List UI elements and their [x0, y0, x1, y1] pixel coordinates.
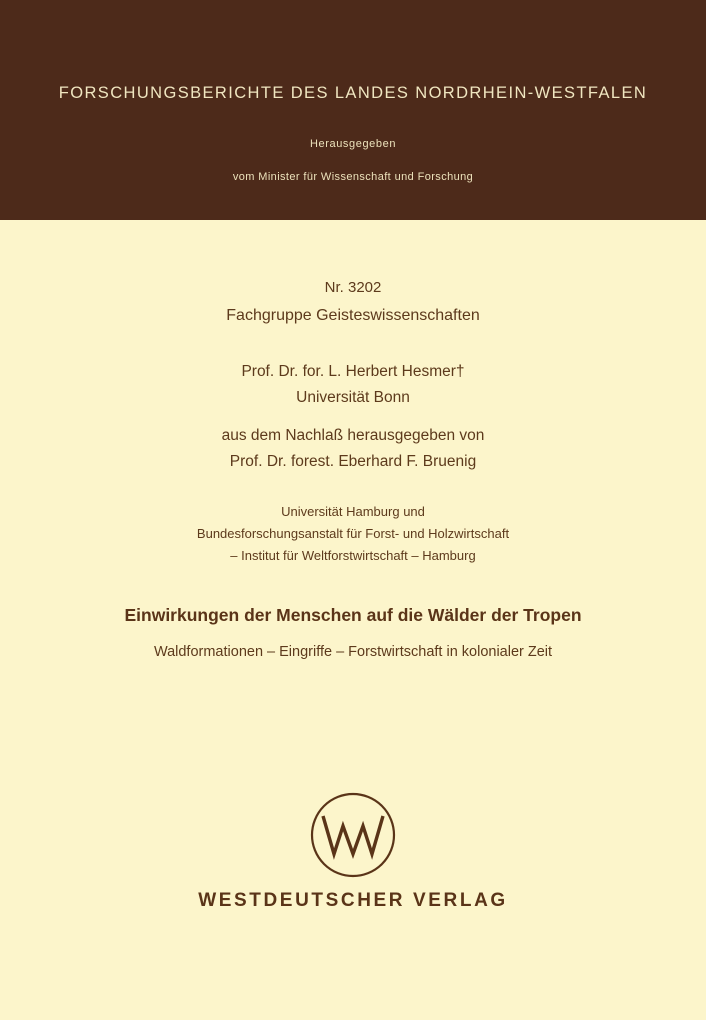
editor-name: Prof. Dr. forest. Eberhard F. Bruenig: [229, 453, 477, 470]
subject-group: Fachgruppe Geisteswissenschaften: [226, 307, 480, 324]
cover-body: [0, 220, 706, 1020]
work-subtitle: Waldformationen – Eingriffe – Forstwirtschaft in kolonialer Zeit: [153, 644, 553, 660]
institution-line-2: Bundesforschungsanstalt für Forst- und Holzwirtschaft: [196, 526, 510, 541]
author-affiliation: Universität Bonn: [296, 389, 410, 406]
series-title: FORSCHUNGSBERICHTE DES LANDES NORDRHEIN-WESTFALEN: [58, 84, 648, 102]
publisher-body: vom Minister für Wissenschaft und Forschung: [232, 171, 474, 183]
editor-note: aus dem Nachlaß herausgegeben von: [221, 427, 485, 444]
publisher-label: Herausgegeben: [309, 138, 397, 150]
publisher-imprint: WESTDEUTSCHER VERLAG: [198, 890, 508, 911]
institution-line-3: – Institut für Weltforstwirtschaft – Hamburg: [230, 548, 476, 563]
cover-header-band: [0, 0, 706, 220]
institution-line-1: Universität Hamburg und: [281, 504, 425, 519]
westdeutscher-verlag-w-logo-icon: [310, 792, 396, 878]
work-title: Einwirkungen der Menschen auf die Wälder der Tropen: [124, 605, 582, 625]
publisher-logo: [0, 792, 706, 882]
author-name: Prof. Dr. for. L. Herbert Hesmer†: [241, 363, 465, 380]
report-number: Nr. 3202: [324, 279, 382, 296]
